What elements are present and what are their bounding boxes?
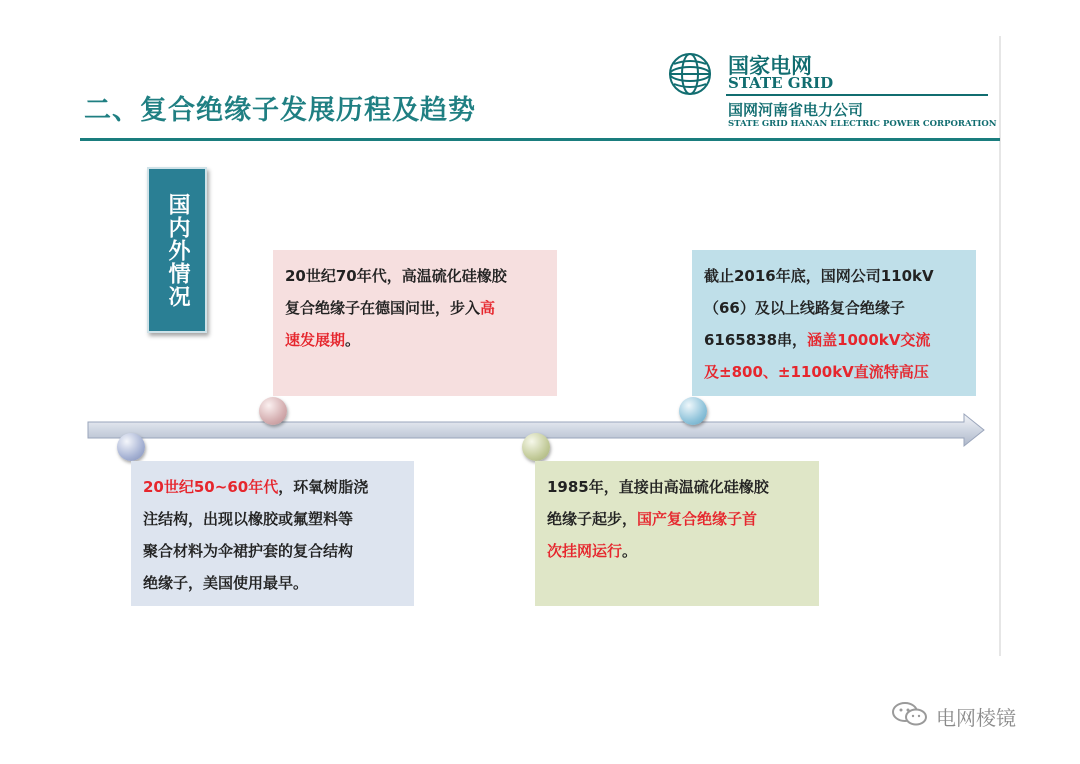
event-box-1970s xyxy=(273,250,557,396)
event-text: 复合绝缘子在德国问世，步入高 xyxy=(285,299,496,317)
state-grid-logo xyxy=(668,50,998,132)
logo-name-en: STATE GRID xyxy=(728,74,834,92)
right-divider xyxy=(999,36,1001,656)
event-text: 20世纪70年代，高温硫化硅橡胶 xyxy=(285,267,507,285)
event-box-1985 xyxy=(535,461,819,606)
highlight-text: 速发展期 xyxy=(285,331,346,349)
section-tag xyxy=(147,167,207,333)
event-box-1950s xyxy=(131,461,414,606)
timeline-dot-2016 xyxy=(679,397,707,425)
title-underline xyxy=(80,138,1000,141)
highlight-text: 次挂网运行 xyxy=(547,542,623,560)
highlight-text: 国产复合绝缘子首 xyxy=(637,510,758,528)
event-box-2016 xyxy=(692,250,976,396)
highlight-text: 及±800、±1100kV直流特高压 xyxy=(704,363,929,381)
logo-company-cn: 国网河南省电力公司 xyxy=(728,101,864,119)
event-text: （66）及以上线路复合绝缘子 xyxy=(704,299,905,317)
event-text: 绝缘子起步，国产复合绝缘子首 xyxy=(547,510,758,528)
section-tag-label: 国内外情况 xyxy=(165,192,190,308)
timeline-dot-1950s xyxy=(117,433,145,461)
timeline-dot-1985 xyxy=(522,433,550,461)
logo-company-en: STATE GRID HANAN ELECTRIC POWER CORPORATION xyxy=(728,119,997,129)
event-text: 速发展期。 xyxy=(285,331,361,349)
globe-icon xyxy=(668,52,712,96)
logo-name-cn: 国家电网 xyxy=(728,54,812,78)
event-text: 注结构，出现以橡胶或氟塑料等 xyxy=(143,510,354,528)
wechat-icon xyxy=(890,700,930,728)
watermark-text: 电网棱镜 xyxy=(936,706,1016,730)
page-title: 二、复合绝缘子发展历程及趋势 xyxy=(84,95,476,126)
event-text: 1985年，直接由高温硫化硅橡胶 xyxy=(547,478,769,496)
event-text: 20世纪50~60年代，环氧树脂浇 xyxy=(143,478,369,496)
event-text: 聚合材料为伞裙护套的复合结构 xyxy=(143,542,354,560)
event-text: 6165838串，涵盖1000kV交流 xyxy=(704,331,931,349)
highlight-text: 20世纪50~60年代 xyxy=(143,478,279,496)
logo-rule xyxy=(726,94,988,96)
highlight-text: 涵盖1000kV交流 xyxy=(807,331,931,349)
event-text: 截止2016年底，国网公司110kV xyxy=(704,267,934,285)
event-text: 次挂网运行。 xyxy=(547,542,638,560)
highlight-text: 高 xyxy=(480,299,496,317)
timeline-dot-1970s xyxy=(259,397,287,425)
event-text: 绝缘子，美国使用最早。 xyxy=(143,574,309,592)
